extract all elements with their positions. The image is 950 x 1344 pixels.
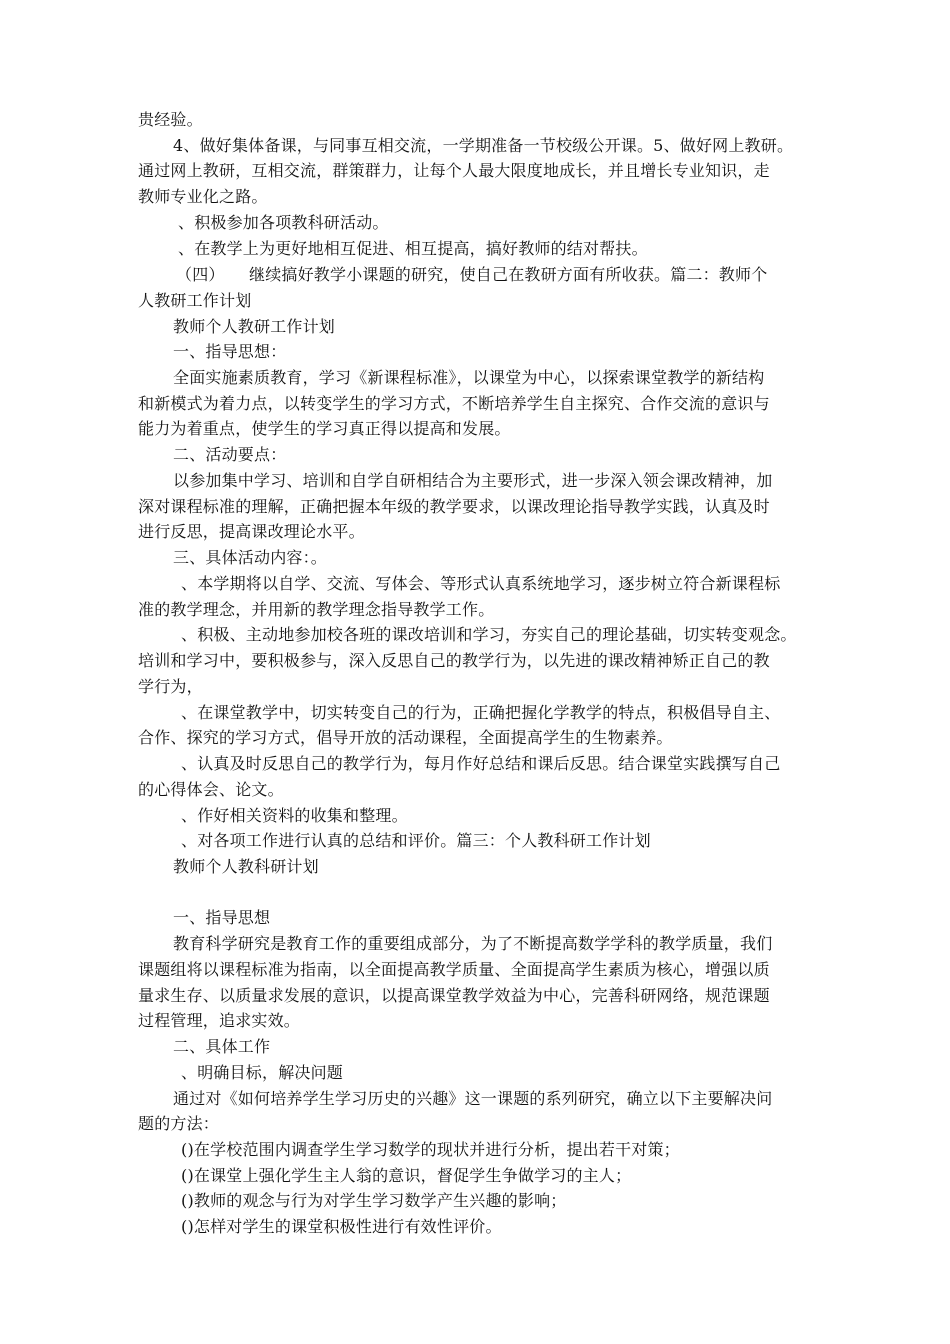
text-line: 题的方法： [138,1114,220,1133]
text-line: 过程管理，追求实效。 [138,1011,301,1030]
list-item: ()在课堂上强化学生主人翁的意识，督促学生争做学习的主人； [181,1166,632,1185]
text-line: 4、做好集体备课，与同事互相交流，一学期准备一节校级公开课。5、做好网上教研。 [173,136,794,155]
text-line: 贵经验。 [138,110,203,129]
text-line: 、在课堂教学中，切实转变自己的行为，正确把握化学教学的特点，积极倡导自主、 [181,703,781,722]
text-line: 准的教学理念，并用新的教学理念指导教学工作。 [138,600,495,619]
text-line: 课题组将以课程标准为指南，以全面提高教学质量、全面提高学生素质为核心，增强以质 [138,960,770,979]
list-item: ()怎样对学生的课堂积极性进行有效性评价。 [181,1217,502,1236]
section-title: 教师个人教研工作计划 [173,317,336,336]
text-line: 教师专业化之路。 [138,187,268,206]
text-line: 学行为， [138,677,203,696]
list-item: ()教师的观念与行为对学生学习数学产生兴趣的影响； [181,1191,567,1210]
text-line: 合作、探究的学习方式，倡导开放的活动课程，全面提高学生的生物素养。 [138,728,673,747]
section-heading: 一、指导思想： [173,342,287,361]
text-line: 培训和学习中，要积极参与，深入反思自己的教学行为，以先进的课改精神矫正自己的教 [138,651,770,670]
text-line: 深对课程标准的理解，正确把握本年级的教学要求，以课改理论指导教学实践，认真及时 [138,497,770,516]
text-line: 的心得体会、论文。 [138,780,284,799]
section-title: 教师个人教科研计划 [173,857,319,876]
text-line: 全面实施素质教育，学习《新课程标准》，以课堂为中心，以探索课堂教学的新结构 [173,368,765,387]
text-line: 、积极、主动地参加校各班的课改培训和学习，夯实自己的理论基础，切实转变观念。 [181,625,797,644]
text-line: 、积极参加各项教科研活动。 [178,213,389,232]
section-heading: 二、具体工作 [173,1037,271,1056]
text-line: 、认真及时反思自己的教学行为，每月作好总结和课后反思。结合课堂实践撰写自己 [181,754,781,773]
text-line: 人教研工作计划 [138,291,252,310]
text-line: 、明确目标，解决问题 [181,1063,344,1082]
text-line: 、本学期将以自学、交流、写体会、等形式认真系统地学习，逐步树立符合新课程标 [181,574,781,593]
text-line: 、对各项工作进行认真的总结和评价。篇三：个人教科研工作计划 [181,831,651,850]
text-line: 和新模式为着力点，以转变学生的学习方式，不断培养学生自主探究、合作交流的意识与 [138,394,770,413]
section-heading: 三、具体活动内容：。 [173,548,328,567]
text-line: 以参加集中学习、培训和自学自研相结合为主要形式，进一步深入领会课改精神，加 [173,471,773,490]
text-line: 通过对《如何培养学生学习历史的兴趣》这一课题的系列研究，确立以下主要解决问 [173,1089,773,1108]
text-line: 、作好相关资料的收集和整理。 [181,806,408,825]
list-item: ()在学校范围内调查学生学习数学的现状并进行分析，提出若干对策； [181,1140,680,1159]
text-line: 进行反思，提高课改理论水平。 [138,522,365,541]
text-line: 、在教学上为更好地相互促进、相互提高，搞好教师的结对帮扶。 [178,239,648,258]
text-line: 教育科学研究是教育工作的重要组成部分，为了不断提高数学学科的教学质量，我们 [173,934,773,953]
text-line: 通过网上教研，互相交流，群策群力，让每个人最大限度地成长，并且增长专业知识，走 [138,161,770,180]
section-heading: 一、指导思想 [173,908,271,927]
text-line: （四） 继续搞好教学小课题的研究，使自己在教研方面有所收获。篇二：教师个 [176,265,768,284]
section-heading: 二、活动要点： [173,445,287,464]
text-line: 能力为着重点，使学生的学习真正得以提高和发展。 [138,419,511,438]
text-line: 量求生存、以质量求发展的意识，以提高课堂教学效益为中心，完善科研网络，规范课题 [138,986,770,1005]
